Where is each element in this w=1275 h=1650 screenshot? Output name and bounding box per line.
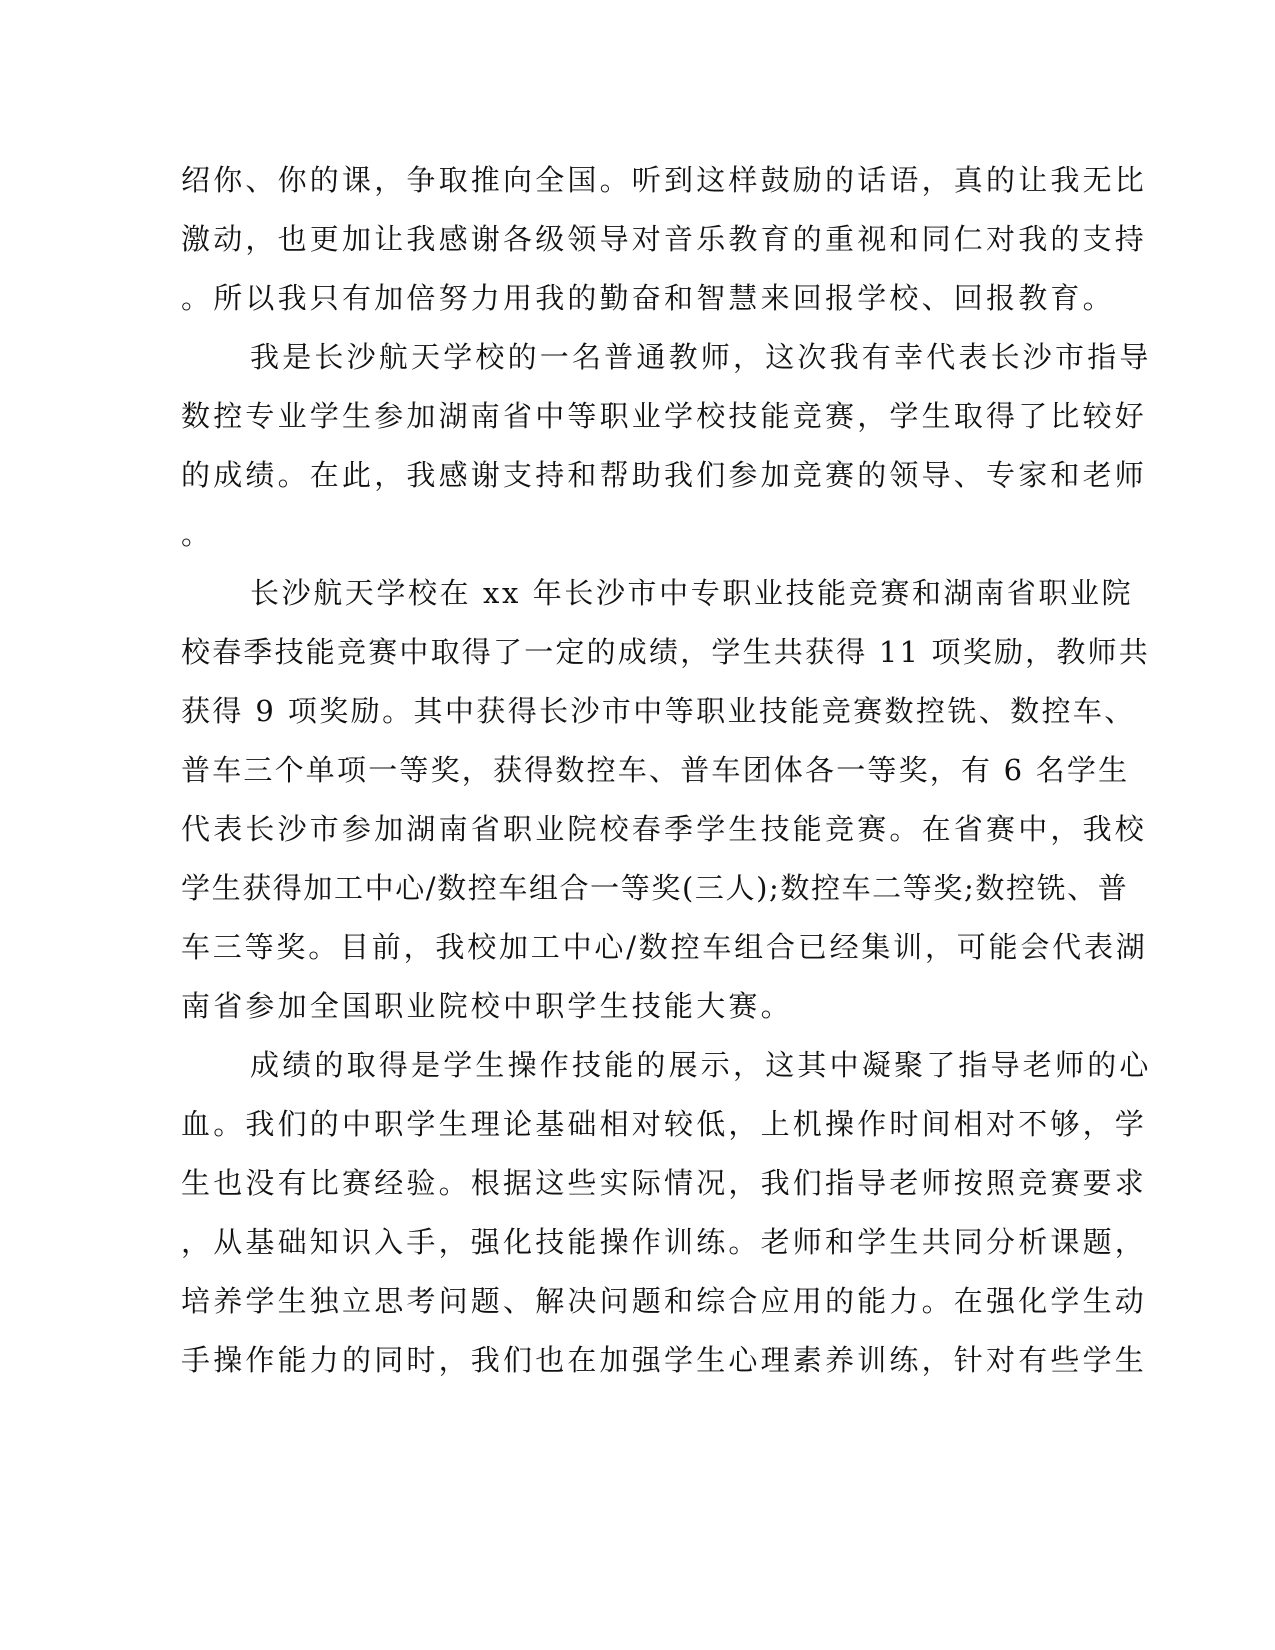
text-line: 获得 9 项奖励。其中获得长沙市中等职业技能竞赛数控铣、数控车、 [181, 694, 1136, 728]
text-line: ，从基础知识入手，强化技能操作训练。老师和学生共同分析课题， [181, 1225, 1148, 1259]
text-line: 。所以我只有加倍努力用我的勤奋和智慧来回报学校、回报教育。 [181, 281, 1115, 315]
text-line: 我是长沙航天学校的一名普通教师，这次我有幸代表长沙市指导 [250, 340, 1152, 374]
text-line: 绍你、你的课，争取推向全国。听到这样鼓励的话语，真的让我无比 [181, 163, 1148, 197]
text-line: 激动，也更加让我感谢各级领导对音乐教育的重视和同仁对我的支持 [181, 222, 1148, 256]
text-line: 手操作能力的同时，我们也在加强学生心理素养训练，针对有些学生 [181, 1343, 1148, 1377]
text-line: 代表长沙市参加湖南省职业院校春季学生技能竞赛。在省赛中，我校 [181, 812, 1148, 846]
text-line: 生也没有比赛经验。根据这些实际情况，我们指导老师按照竞赛要求 [181, 1166, 1148, 1200]
text-line: 校春季技能竞赛中取得了一定的成绩，学生共获得 11 项奖励，教师共 [181, 635, 1150, 669]
text-line: 长沙航天学校在 xx 年长沙市中专职业技能竞赛和湖南省职业院 [250, 576, 1134, 610]
text-line: 的成绩。在此，我感谢支持和帮助我们参加竞赛的领导、专家和老师 [181, 458, 1148, 492]
text-line: 血。我们的中职学生理论基础相对较低，上机操作时间相对不够，学 [181, 1107, 1148, 1141]
text-line: 学生获得加工中心/数控车组合一等奖(三人);数控车二等奖;数控铣、普 [181, 871, 1129, 905]
text-line: 普车三个单项一等奖，获得数控车、普车团体各一等奖，有 6 名学生 [181, 753, 1130, 787]
text-line: 南省参加全国职业院校中职学生技能大赛。 [181, 989, 793, 1023]
text-line: 成绩的取得是学生操作技能的展示，这其中凝聚了指导老师的心 [250, 1048, 1152, 1082]
text-line: 数控专业学生参加湖南省中等职业学校技能竞赛，学生取得了比较好 [181, 399, 1148, 433]
text-line: 车三等奖。目前，我校加工中心/数控车组合已经集训，可能会代表湖 [181, 930, 1148, 964]
text-line: 。 [181, 517, 211, 551]
text-line: 培养学生独立思考问题、解决问题和综合应用的能力。在强化学生动 [181, 1284, 1148, 1318]
